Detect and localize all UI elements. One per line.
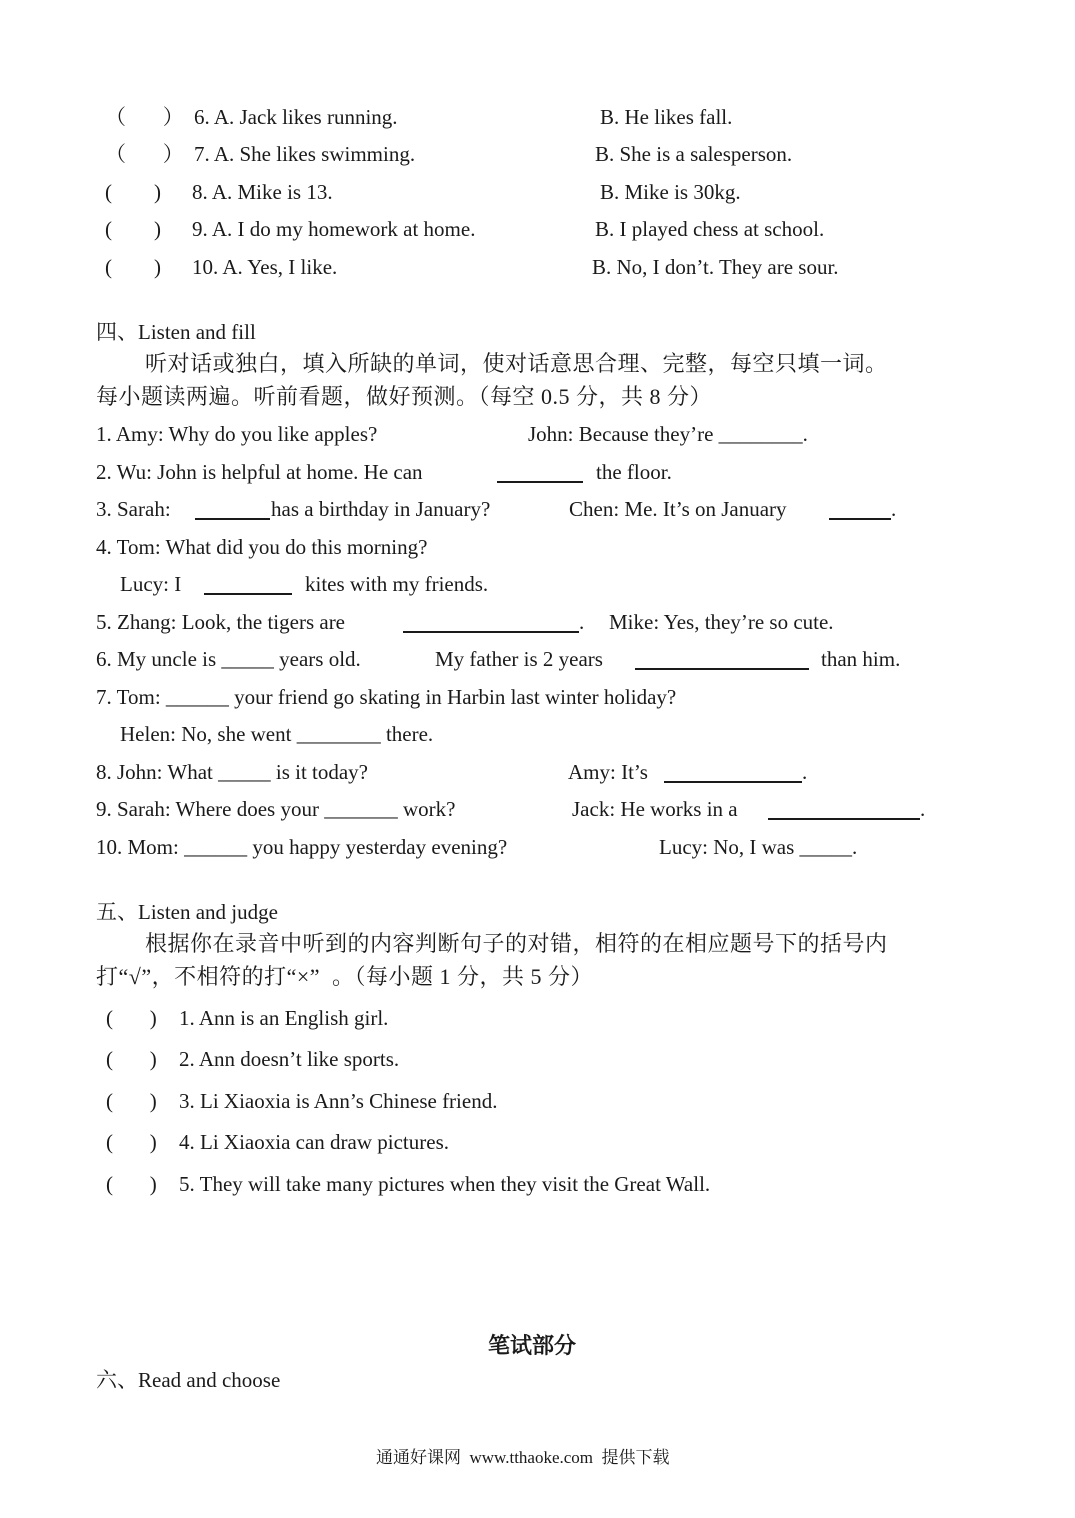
- section4-instruction-1: 听对话或独白，填入所缺的单词，使对话意思合理、完整，每空只填一词。: [145, 351, 888, 376]
- q4-speaker: Lucy: I: [120, 572, 182, 596]
- q8-blank[interactable]: [664, 763, 802, 783]
- q8-period: .: [802, 760, 808, 784]
- paren-7[interactable]: （ ）: [105, 142, 184, 166]
- item-9-option-a: 9. A. I do my homework at home.: [192, 217, 476, 241]
- q5-text: 5. Zhang: Look, the tigers are: [96, 610, 346, 634]
- written-part-title: 笔试部分: [488, 1334, 577, 1359]
- judge-item-4: 4. Li Xiaoxia can draw pictures.: [179, 1130, 449, 1154]
- q2-text: 2. Wu: John is helpful at home. He can: [96, 460, 423, 484]
- q5-blank[interactable]: [403, 613, 579, 633]
- q2-blank[interactable]: [497, 463, 583, 483]
- judge-paren-5[interactable]: ( ): [106, 1172, 157, 1196]
- q7-question: 7. Tom: ______ your friend go skating in Harbin last winter holiday?: [96, 685, 677, 709]
- item-6-option-b: B. He likes fall.: [600, 105, 733, 129]
- q8-question: 8. John: What _____ is it today?: [96, 760, 369, 784]
- q3-period: .: [891, 497, 897, 521]
- section4-heading: 四、Listen and fill: [96, 320, 256, 344]
- q10-answer: Lucy: No, I was _____.: [659, 835, 858, 859]
- q6-text: 6. My uncle is _____ years old.: [96, 647, 361, 671]
- q6-text-end: than him.: [821, 647, 901, 671]
- q9-blank[interactable]: [768, 800, 920, 820]
- q4-blank[interactable]: [204, 575, 292, 595]
- paren-9[interactable]: ( ): [105, 217, 161, 241]
- section5-instruction-1: 根据你在录音中听到的内容判断句子的对错，相符的在相应题号下的括号内: [145, 931, 888, 956]
- section6-heading: 六、Read and choose: [96, 1368, 281, 1392]
- q2-text-end: the floor.: [596, 460, 672, 484]
- item-8-option-a: 8. A. Mike is 13.: [192, 180, 333, 204]
- judge-paren-2[interactable]: ( ): [106, 1047, 157, 1071]
- q3-answer: Chen: Me. It’s on January: [569, 497, 787, 521]
- q9-answer: Jack: He works in a: [572, 797, 738, 821]
- q3-speaker: 3. Sarah:: [96, 497, 171, 521]
- judge-paren-4[interactable]: ( ): [106, 1130, 157, 1154]
- item-7-option-a: 7. A. She likes swimming.: [194, 142, 416, 166]
- q3-blank-2[interactable]: [829, 500, 891, 520]
- footer-source: 通通好课网 www.tthaoke.com 提供下载: [376, 1448, 670, 1467]
- section5-instruction-2: 打“√”，不相符的打“×” 。（每小题 1 分，共 5 分）: [96, 964, 594, 989]
- q6-text-2: My father is 2 years: [435, 647, 603, 671]
- q7-answer: Helen: No, she went ________ there.: [120, 722, 434, 746]
- q6-blank[interactable]: [635, 650, 809, 670]
- item-8-option-b: B. Mike is 30kg.: [600, 180, 741, 204]
- section5-heading: 五、Listen and judge: [96, 900, 278, 924]
- q4-question: 4. Tom: What did you do this morning?: [96, 535, 428, 559]
- q4-text-end: kites with my friends.: [305, 572, 489, 596]
- item-7-option-b: B. She is a salesperson.: [595, 142, 793, 166]
- paren-8[interactable]: ( ): [105, 180, 161, 204]
- judge-item-3: 3. Li Xiaoxia is Ann’s Chinese friend.: [179, 1089, 498, 1113]
- item-9-option-b: B. I played chess at school.: [595, 217, 825, 241]
- paren-10[interactable]: ( ): [105, 255, 161, 279]
- q5-period: .: [579, 610, 585, 634]
- paren-6[interactable]: （ ）: [105, 105, 184, 129]
- q3-question: has a birthday in January?: [271, 497, 491, 521]
- item-10-option-a: 10. A. Yes, I like.: [192, 255, 338, 279]
- q8-answer: Amy: It’s: [568, 760, 648, 784]
- judge-paren-3[interactable]: ( ): [106, 1089, 157, 1113]
- item-10-option-b: B. No, I don’t. They are sour.: [592, 255, 839, 279]
- item-6-option-a: 6. A. Jack likes running.: [194, 105, 398, 129]
- q1-question: 1. Amy: Why do you like apples?: [96, 422, 378, 446]
- judge-item-2: 2. Ann doesn’t like sports.: [179, 1047, 400, 1071]
- judge-item-5: 5. They will take many pictures when they visit the Great Wall.: [179, 1172, 711, 1196]
- q1-answer: John: Because they’re ________.: [528, 422, 808, 446]
- q5-answer: Mike: Yes, they’re so cute.: [609, 610, 834, 634]
- q10-question: 10. Mom: ______ you happy yesterday evening?: [96, 835, 508, 859]
- judge-paren-1[interactable]: ( ): [106, 1006, 157, 1030]
- section4-instruction-2: 每小题读两遍。听前看题，做好预测。（每空 0.5 分，共 8 分）: [96, 384, 713, 409]
- judge-item-1: 1. Ann is an English girl.: [179, 1006, 389, 1030]
- q9-question: 9. Sarah: Where does your _______ work?: [96, 797, 456, 821]
- q9-period: .: [920, 797, 926, 821]
- q3-blank-1[interactable]: [195, 500, 270, 520]
